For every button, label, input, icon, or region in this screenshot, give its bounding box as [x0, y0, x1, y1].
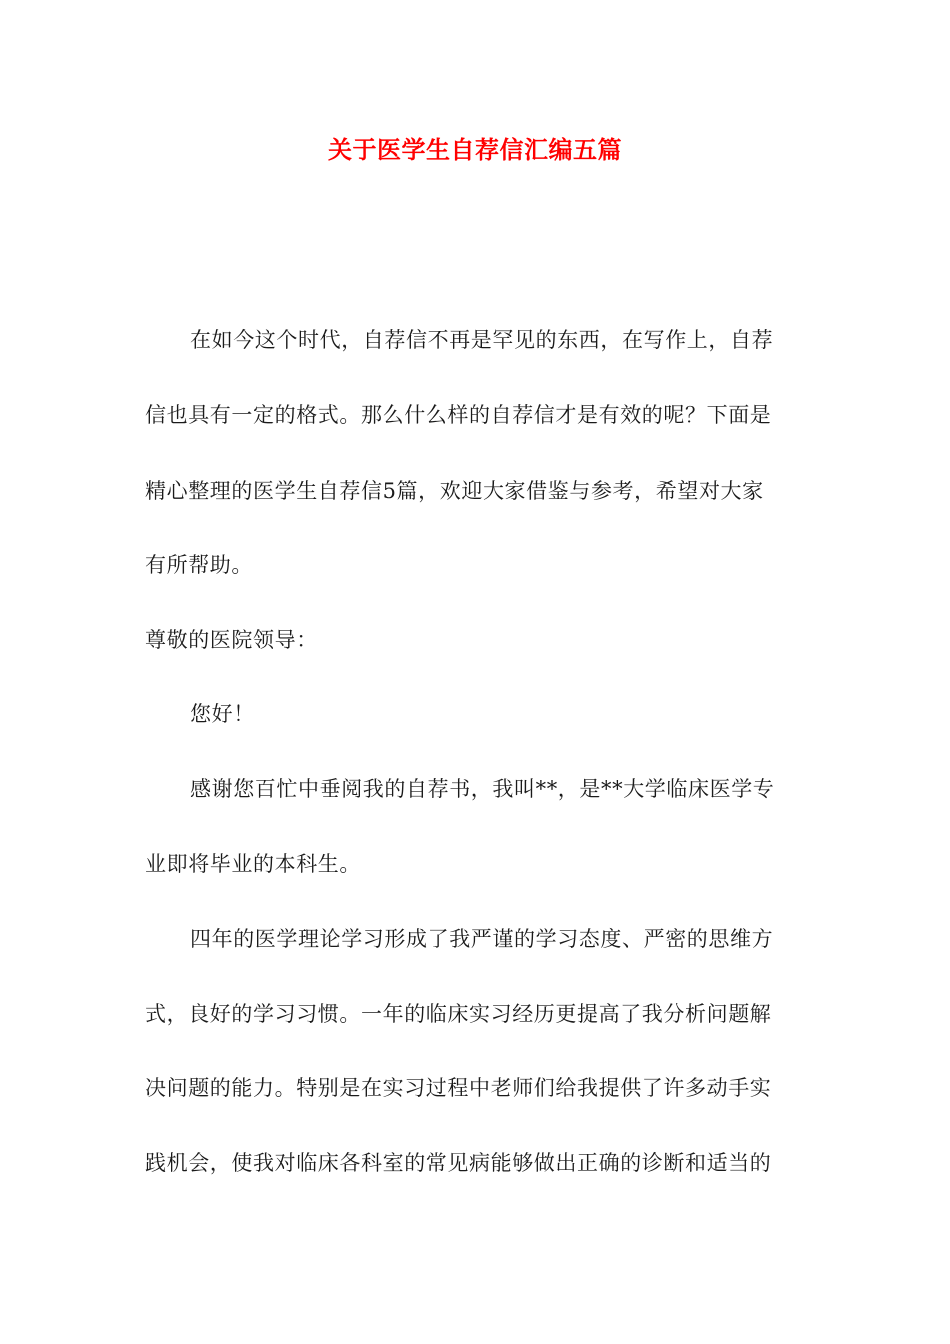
body-line-1: 感谢您百忙中垂阅我的自荐书，我叫**，是**大学临床医学专 [190, 777, 775, 801]
body-line-4: 式，良好的学习习惯。一年的临床实习经历更提高了我分析问题解 [145, 1002, 772, 1026]
document-title: 关于医学生自荐信汇编五篇 [328, 135, 622, 164]
salutation: 尊敬的医院领导： [145, 628, 318, 652]
intro-line-1: 在如今这个时代，自荐信不再是罕见的东西，在写作上，自荐 [190, 328, 774, 352]
body-line-2: 业即将毕业的本科生。 [145, 852, 361, 876]
body-line-5: 决问题的能力。特别是在实习过程中老师们给我提供了许多动手实 [145, 1076, 772, 1100]
intro-line-3: 精心整理的医学生自荐信5篇，欢迎大家借鉴与参考，希望对大家 [145, 479, 764, 503]
body-line-6: 践机会，使我对临床各科室的常见病能够做出正确的诊断和适当的 [145, 1151, 772, 1175]
greeting: 您好！ [190, 702, 255, 726]
intro-line-2: 信也具有一定的格式。那么什么样的自荐信才是有效的呢？下面是 [145, 403, 772, 427]
body-line-3: 四年的医学理论学习形成了我严谨的学习态度、严密的思维方 [190, 927, 774, 951]
intro-line-4: 有所帮助。 [145, 553, 253, 577]
